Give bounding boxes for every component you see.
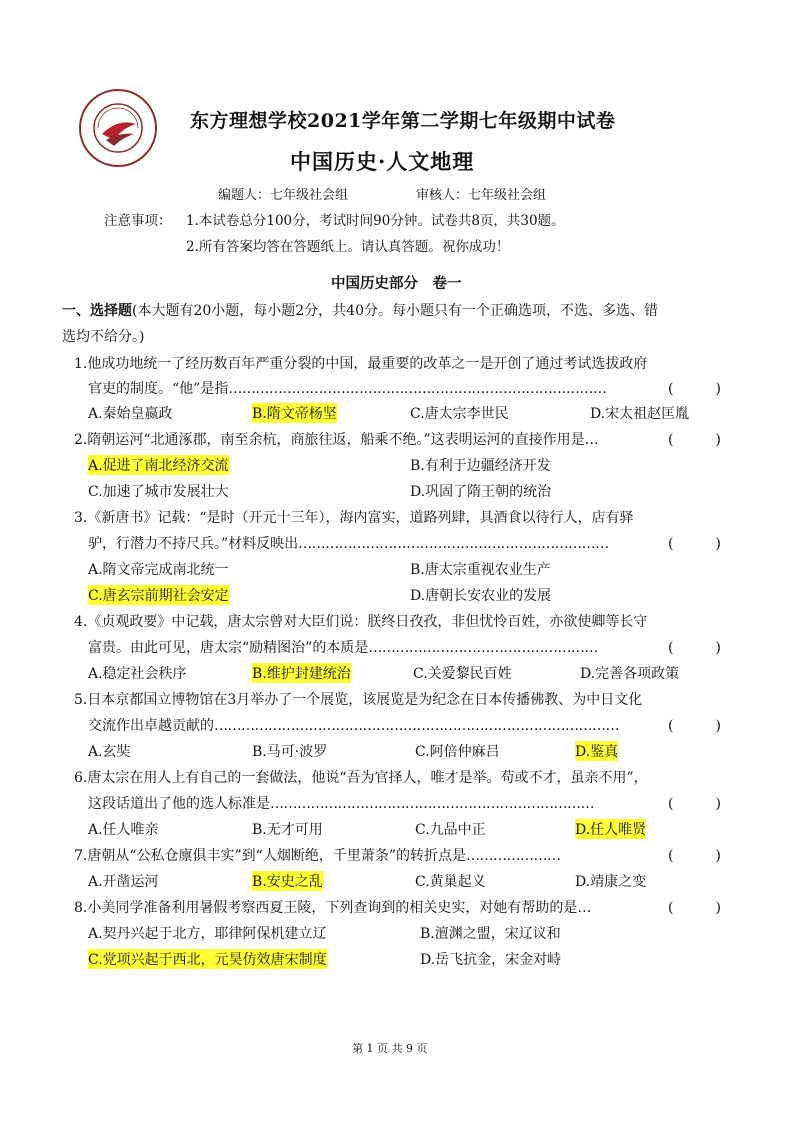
question-1-stem-2: 官吏的制度。“他”是指………………………………………………………………………… xyxy=(88,381,607,397)
q3-option-c: C.唐玄宗前期社会安定 xyxy=(88,585,229,605)
part-heading xyxy=(62,300,658,320)
q2-option-a: A.促进了南北经济交流 xyxy=(88,455,229,475)
q5-option-d: D.鉴真 xyxy=(575,741,618,761)
q8-option-b: B.澶渊之盟，宋辽议和 xyxy=(420,926,561,942)
question-4-stem: 4.《贞观政要》中记载，唐太宗曾对大臣们说：朕终日孜孜，非但忧怜百姓，亦欲使卿等长守 xyxy=(74,614,648,630)
q6-option-b: B.无才可用 xyxy=(252,822,323,838)
answer-paren: ( ) xyxy=(668,536,721,552)
q7-option-d: D.靖康之变 xyxy=(575,874,647,890)
q7-option-c: C.黄巢起义 xyxy=(415,874,486,890)
question-6-stem: 6.唐太宗在用人上有自己的一套做法，他说“吾为官择人，唯才是举。苟或不才，虽亲不用”， xyxy=(74,770,648,786)
question-5-stem: 5.日本京都国立博物馆在3月举办了一个展览，该展览是为纪念在日本传播佛教、为中日文化 xyxy=(74,692,643,708)
q2-option-c: C.加速了城市发展壮大 xyxy=(88,484,229,500)
page-footer: 第 1 页 共 9 页 xyxy=(352,1042,428,1055)
question-5-stem-2: 交流作出卓越贡献的……………………………………………………………………………… xyxy=(88,718,619,734)
q2-option-b: B.有利于边疆经济开发 xyxy=(410,458,551,474)
question-1-stem: 1.他成功地统一了经历数百年严重分裂的中国，最重要的改革之一是开创了通过考试选拔政府 xyxy=(74,356,648,372)
q5-option-a: A.玄奘 xyxy=(88,744,131,760)
question-3-stem: 3.《新唐书》记载：“是时（开元十三年），海内富实，道路列肆，具酒食以待行人，店有驿 xyxy=(74,510,634,526)
question-3-stem-2: 驴，行潜力不持尺兵。”材料反映出…………………………………………………………… xyxy=(88,536,609,552)
q8-option-a: A.契丹兴起于北方，耶律阿保机建立辽 xyxy=(88,926,327,942)
note-1: 1.本试卷总分100分，考试时间90分钟。试卷共8页，共30题。 xyxy=(186,213,565,229)
part-heading-text: (本大题有20小题，每小题2分，共40分。每小题只有一个正确选项，不选、多选、错 xyxy=(132,303,658,319)
q7-option-b: B.安史之乱 xyxy=(252,871,323,891)
q4-option-b: B.维护封建统治 xyxy=(252,663,351,683)
q2-option-d: D.巩固了隋王朝的统治 xyxy=(410,484,552,500)
reviewer-label: 审核人：七年级社会组 xyxy=(416,188,547,203)
q4-option-a: A.稳定社会秩序 xyxy=(88,666,187,682)
school-logo xyxy=(78,88,158,168)
q6-option-d: D.任人唯贤 xyxy=(575,819,646,839)
q3-option-a: A.隋文帝完成南北统一 xyxy=(88,562,229,578)
part-heading-label: 一、选择题 xyxy=(62,303,132,319)
answer-paren: ( ) xyxy=(668,381,721,397)
q1-option-b: B.隋文帝杨坚 xyxy=(252,403,337,423)
exam-subtitle: 中国历史·人文地理 xyxy=(290,149,475,174)
q4-option-c: C.关爱黎民百姓 xyxy=(413,666,512,682)
q8-option-d: D.岳飞抗金，宋金对峙 xyxy=(420,952,562,968)
q3-option-b: B.唐太宗重视农业生产 xyxy=(410,562,551,578)
editor-label: 编题人：七年级社会组 xyxy=(218,188,349,203)
question-4-stem-2: 富贵。由此可见，唐太宗“励精图治”的本质是…………………………………………… xyxy=(88,640,598,656)
q7-option-a: A.开凿运河 xyxy=(88,874,159,890)
section-title: 中国历史部分 卷一 xyxy=(331,275,462,292)
notes-label: 注意事项： xyxy=(104,213,172,229)
question-8-stem: 8.小美同学准备利用暑假考察西夏王陵，下列查询到的相关史实，对她有帮助的是… xyxy=(74,900,592,916)
q6-option-c: C.九品中正 xyxy=(415,822,486,838)
question-2-stem: 2.隋朝运河“北通涿郡，南至余杭，商旅往返，船乘不绝。”这表明运河的直接作用是… xyxy=(74,432,599,448)
answer-paren: ( ) xyxy=(668,796,721,812)
exam-title: 东方理想学校2021学年第二学期七年级期中试卷 xyxy=(190,110,616,132)
q5-option-c: C.阿倍仲麻吕 xyxy=(415,744,500,760)
note-2: 2.所有答案均答在答题纸上。请认真答题。祝你成功！ xyxy=(186,239,510,255)
part-heading-line2: 选均不给分。) xyxy=(62,329,145,345)
q1-option-a: A.秦始皇嬴政 xyxy=(88,406,173,422)
q8-option-c: C.党项兴起于西北，元昊仿效唐宋制度 xyxy=(88,949,327,969)
question-6-stem-2: 这段话道出了他的选人标准是……………………………………………………………… xyxy=(88,796,594,812)
answer-paren: ( ) xyxy=(668,900,721,916)
answer-paren: ( ) xyxy=(668,432,721,448)
q3-option-d: D.唐朝长安农业的发展 xyxy=(410,588,552,604)
q6-option-a: A.任人唯亲 xyxy=(88,822,159,838)
q1-option-c: C.唐太宗李世民 xyxy=(410,406,509,422)
q4-option-d: D.完善各项政策 xyxy=(580,666,680,682)
q5-option-b: B.马可·波罗 xyxy=(252,744,328,760)
q1-option-d: D.宋太祖赵匡胤 xyxy=(590,406,690,422)
answer-paren: ( ) xyxy=(668,848,721,864)
question-7-stem: 7.唐朝从“公私仓廪俱丰实”到“人烟断绝，千里萧条”的转折点是………………… xyxy=(74,848,561,864)
answer-paren: ( ) xyxy=(668,718,721,734)
answer-paren: ( ) xyxy=(668,640,721,656)
